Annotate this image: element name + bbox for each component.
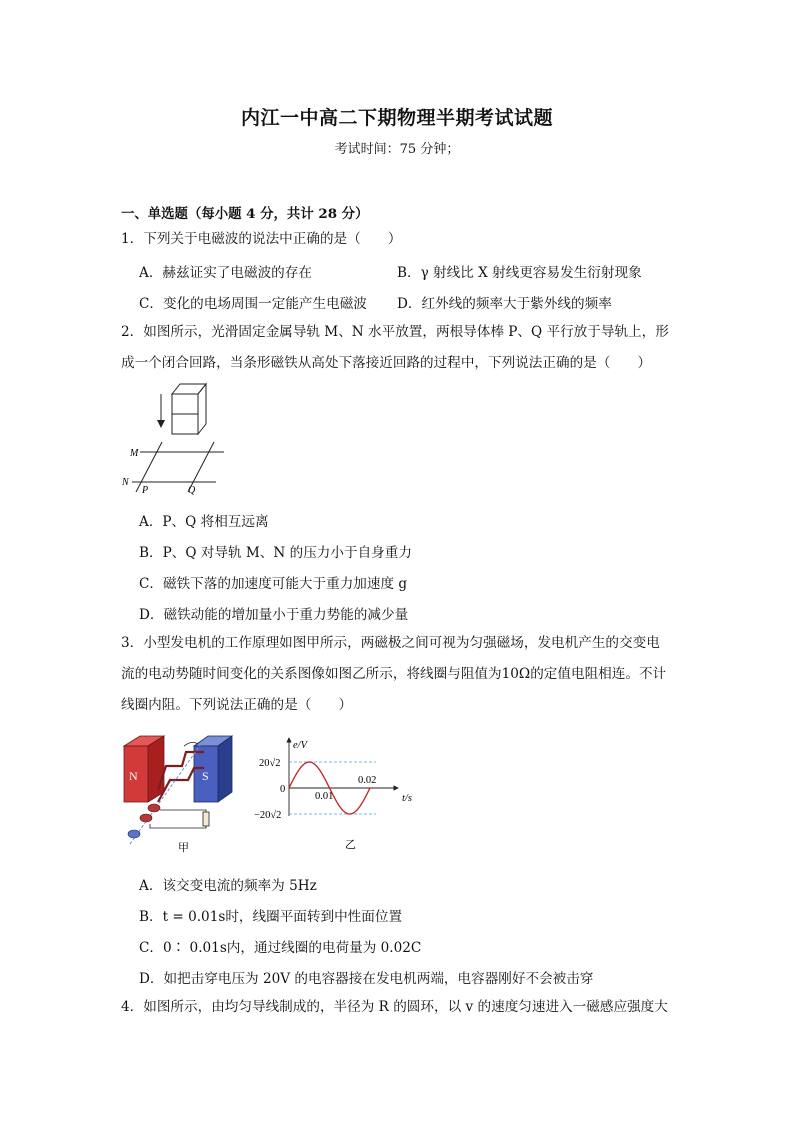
- q4-stem-line1: 4．如图所示，由均匀导线制成的，半径为 R 的圆环，以 v 的速度匀速进入一磁感应强度大: [121, 999, 668, 1015]
- generator-figure: [120, 732, 245, 858]
- q2-stem-line1: 2．如图所示，光滑固定金属导轨 M、N 水平放置，两根导体棒 P、Q 平行放于导轨上，形: [121, 324, 669, 340]
- q3-option-a: A．该交变电流的频率为 5Hz: [139, 878, 317, 894]
- q3-option-c: C．0∶ 0.01s内，通过线圈的电荷量为 0.02C: [139, 940, 422, 956]
- q2-rail-magnet-figure: [118, 380, 228, 500]
- y-tick-top: 20√2: [259, 758, 281, 769]
- y-tick-zero: 0: [280, 784, 286, 795]
- external-circuit: [150, 810, 209, 828]
- section-heading: 一、单选题（每小题 4 分，共计 28 分）: [121, 206, 369, 222]
- q1-option-b: B．γ 射线比 X 射线更容易发生衍射现象: [397, 265, 642, 281]
- q2-option-b: B．P、Q 对导轨 M、N 的压力小于自身重力: [139, 545, 412, 561]
- q3-stem-line3: 线圈内阻。下列说法正确的是（ ）: [121, 697, 353, 713]
- north-pole-label: N: [129, 769, 138, 783]
- page-title: 内江一中高二下期物理半期考试试题: [240, 107, 553, 129]
- q1-stem: 1．下列关于电磁波的说法中正确的是（ ）: [121, 231, 402, 247]
- slip-rings: [128, 804, 160, 838]
- x-axis-label: t/s: [402, 793, 412, 804]
- q1-option-a: A．赫兹证实了电磁波的存在: [139, 265, 312, 281]
- q2-option-a: A．P、Q 将相互远离: [139, 514, 269, 530]
- y-axis-label: e/V: [293, 740, 307, 751]
- y-tick-bottom: −20√2: [254, 810, 282, 821]
- x-tick-001: 0.01: [315, 791, 334, 802]
- q3-stem-line2: 流的电动势随时间变化的关系图像如图乙所示，将线圈与阻值为10Ω的定值电阻相连。不计: [121, 666, 667, 682]
- q3-option-d: D．如把击穿电压为 20V 的电容器接在发电机两端，电容器刚好不会被击穿: [139, 971, 594, 987]
- bar-magnet: [172, 384, 206, 434]
- emf-time-graph: [248, 732, 428, 858]
- q1-option-c: C．变化的电场周围一定能产生电磁波: [139, 296, 367, 312]
- q2-option-c: C．磁铁下落的加速度可能大于重力加速度 g: [139, 576, 408, 592]
- rail-label-n: N: [122, 477, 129, 488]
- q1-option-d: D．红外线的频率大于紫外线的频率: [397, 296, 612, 312]
- fall-arrow: [157, 394, 165, 428]
- south-pole-label: S: [202, 769, 209, 783]
- rod-label-q: Q: [188, 485, 196, 496]
- figure-caption-yi: 乙: [345, 839, 356, 851]
- rail-label-m: M: [130, 448, 139, 459]
- x-tick-002: 0.02: [358, 775, 377, 786]
- exam-time: 考试时间：75 分钟；: [334, 142, 460, 157]
- q3-option-b: B．t = 0.01s时，线圈平面转到中性面位置: [139, 909, 403, 925]
- figure-caption-jia: 甲: [178, 842, 189, 854]
- rod-label-p: P: [142, 485, 149, 496]
- q3-stem-line1: 3．小型发电机的工作原理如图甲所示，两磁极之间可视为匀强磁场，发电机产生的交变电: [121, 635, 660, 651]
- q2-option-d: D．磁铁动能的增加量小于重力势能的减少量: [139, 607, 409, 623]
- q2-stem-line2: 成一个闭合回路，当条形磁铁从高处下落接近回路的过程中，下列说法正确的是（ ）: [121, 355, 652, 371]
